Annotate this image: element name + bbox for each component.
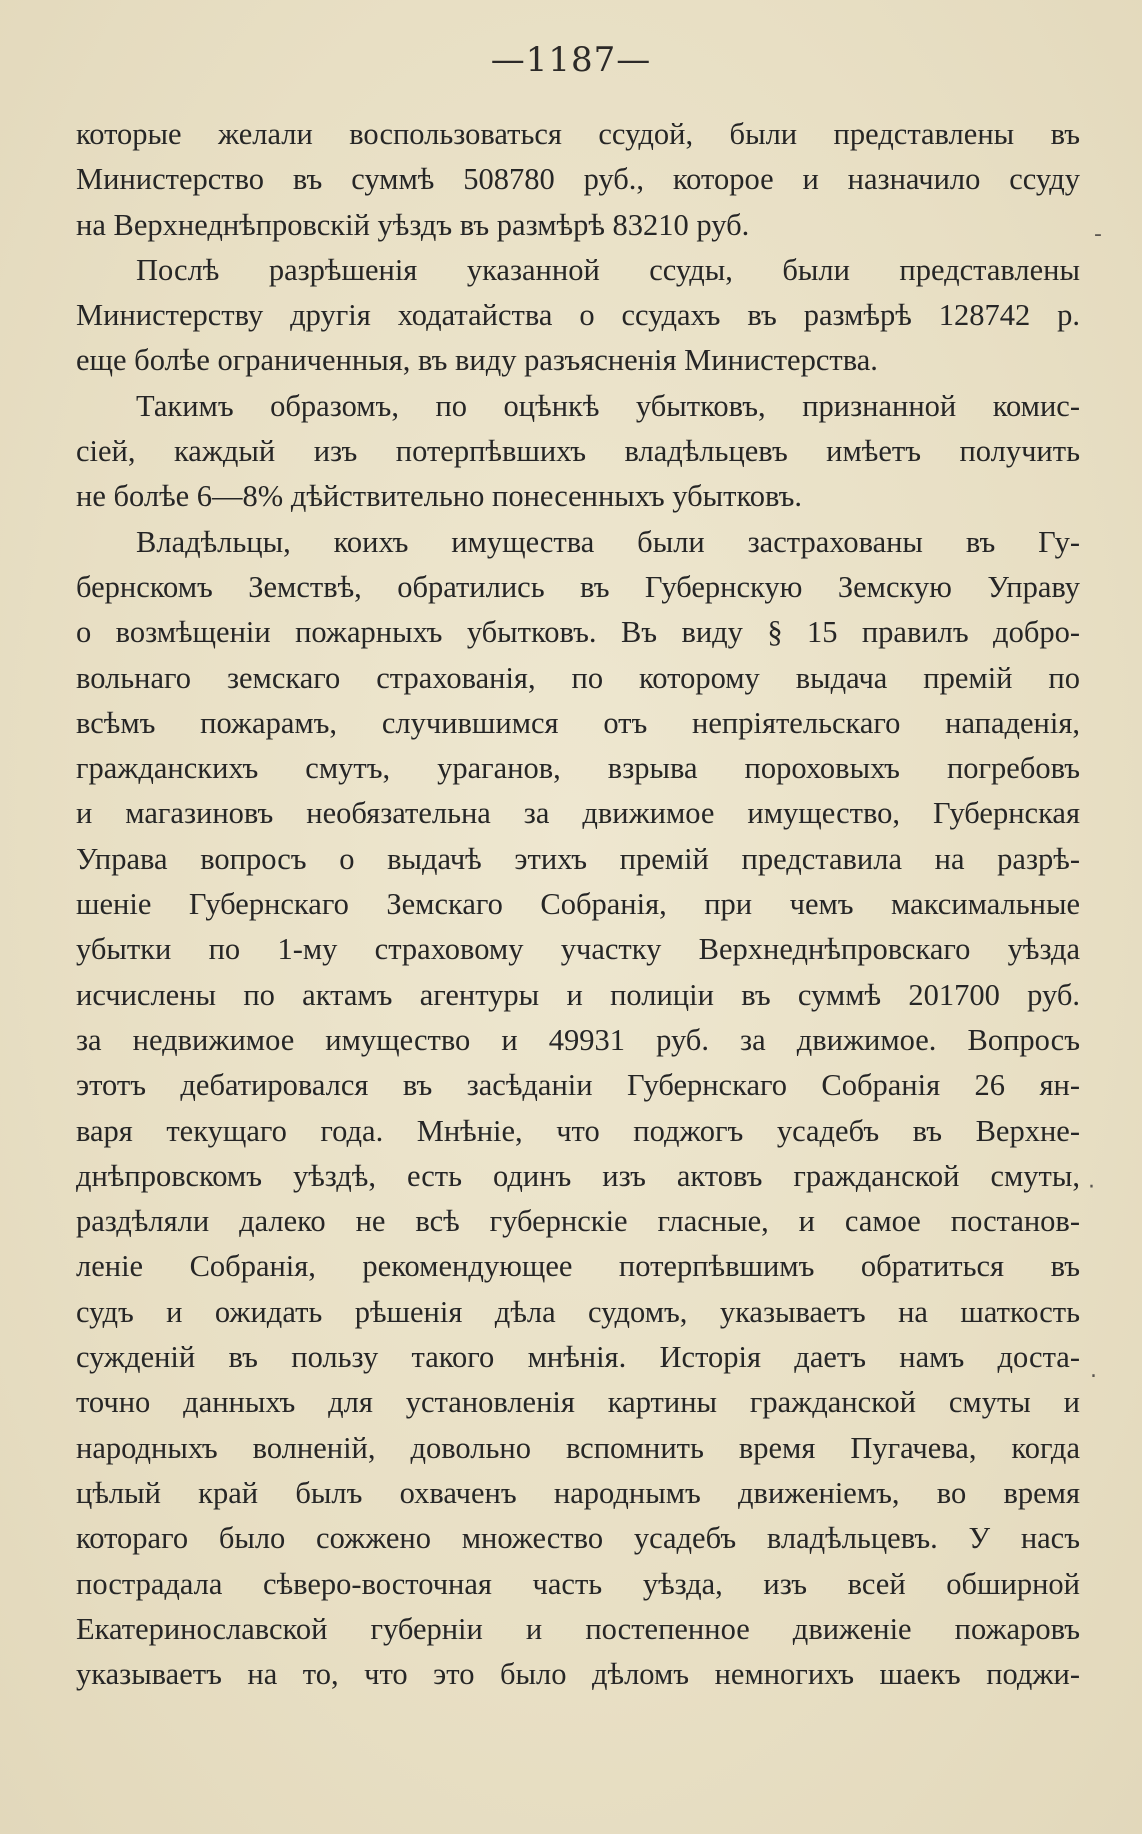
page-number: —1187— [490,40,652,80]
text-line-6: еще болѣе ограниченныя, въ виду разъясненія Министерства. [76,343,878,378]
text-line-9: не болѣе 6—8% дѣйствительно понесенныхъ убытковъ. [76,479,803,514]
text-line-21: за недвижимое имущество и 49931 руб. за движимое. Вопросъ [76,1022,1080,1057]
text-line-26: леніе Собранія, рекомендующее потерпѣвшимъ обратиться въ [76,1249,1080,1284]
text-line-32: котораго было сожжено множество усадебъ владѣльцевъ. У насъ [76,1521,1080,1556]
text-line-23: варя текущаго года. Мнѣніе, что поджогъ усадебъ въ Верхне- [76,1113,1080,1148]
text-line-17: Управа вопросъ о выдачѣ этихъ премій представила на разрѣ- [76,841,1080,876]
text-line-14: всѣмъ пожарамъ, случившимся отъ непріятельскаго нападенія, [76,705,1080,740]
text-line-30: народныхъ волненій, довольно вспомнить время Пугачева, когда [76,1430,1080,1465]
text-line-12: о возмѣщеніи пожарныхъ убытковъ. Въ виду § 15 правилъ добро- [76,615,1080,650]
text-line-2: Министерство въ суммѣ 508780 руб., которое и назначило ссуду [76,162,1080,197]
text-line-22: этотъ дебатировался въ засѣданіи Губернскаго Собранія 26 ян- [76,1068,1080,1103]
text-line-28: сужденій въ пользу такого мнѣнія. Исторія даетъ намъ доста- [76,1340,1080,1375]
body-text [76,112,1080,1697]
text-line-11: бернскомъ Земствѣ, обратились въ Губернскую Земскую Управу [76,569,1080,604]
text-line-10: Владѣльцы, коихъ имущества были застрахованы въ Гу- [136,524,1080,559]
text-line-3: на Верхнеднѣпровскій уѣздъ въ размѣрѣ 83210 руб. [76,207,750,242]
text-line-13: вольнаго земскаго страхованія, по которому выдача премій по [76,660,1080,695]
text-line-1: которые желали воспользоваться ссудой, были представлены въ [76,117,1080,151]
text-line-20: исчислены по актамъ агентуры и полиціи въ суммѣ 201700 руб. [76,977,1080,1012]
margin-mark-1: - [1094,222,1102,247]
text-line-7: Такимъ образомъ, по оцѣнкѣ убытковъ, признанной комис- [136,388,1080,423]
text-line-16: и магазиновъ необязательна за движимое имущество, Губернская [76,796,1080,831]
margin-mark-3: . [1090,1358,1097,1383]
text-line-35: указываетъ на то, что это было дѣломъ немногихъ шаекъ поджи- [76,1657,1080,1692]
text-line-18: шеніе Губернскаго Земскаго Собранія, при чемъ максимальные [76,887,1080,922]
text-line-31: цѣлый край былъ охваченъ народнымъ движеніемъ, во время [76,1475,1080,1510]
text-line-19: убытки по 1-му страховому участку Верхнеднѣпровскаго уѣзда [76,932,1080,967]
text-line-24: днѣпровскомъ уѣздѣ, есть одинъ изъ актовъ гражданской смуты, [76,1158,1080,1193]
text-line-4: Послѣ разрѣшенія указанной ссуды, были представлены [136,252,1080,287]
text-line-8: сіей, каждый изъ потерпѣвшихъ владѣльцевъ имѣетъ получить [76,434,1080,469]
text-line-15: гражданскихъ смутъ, ураганов, взрыва пороховыхъ погребовъ [76,751,1080,786]
text-line-25: раздѣляли далеко не всѣ губернскіе гласные, и самое постанов- [76,1204,1080,1239]
text-line-33: пострадала сѣверо-восточная часть уѣзда, изъ всей обширной [76,1566,1080,1601]
text-line-27: судъ и ожидать рѣшенія дѣла судомъ, указываетъ на шаткость [76,1294,1080,1329]
text-line-5: Министерству другія ходатайства о ссудахъ въ размѣрѣ 128742 р. [76,298,1080,333]
text-line-29: точно данныхъ для установленія картины гражданской смуты и [76,1385,1080,1420]
margin-mark-2: · [1088,1175,1095,1200]
text-line-34: Екатеринославской губерніи и постепенное движеніе пожаровъ [76,1611,1080,1646]
